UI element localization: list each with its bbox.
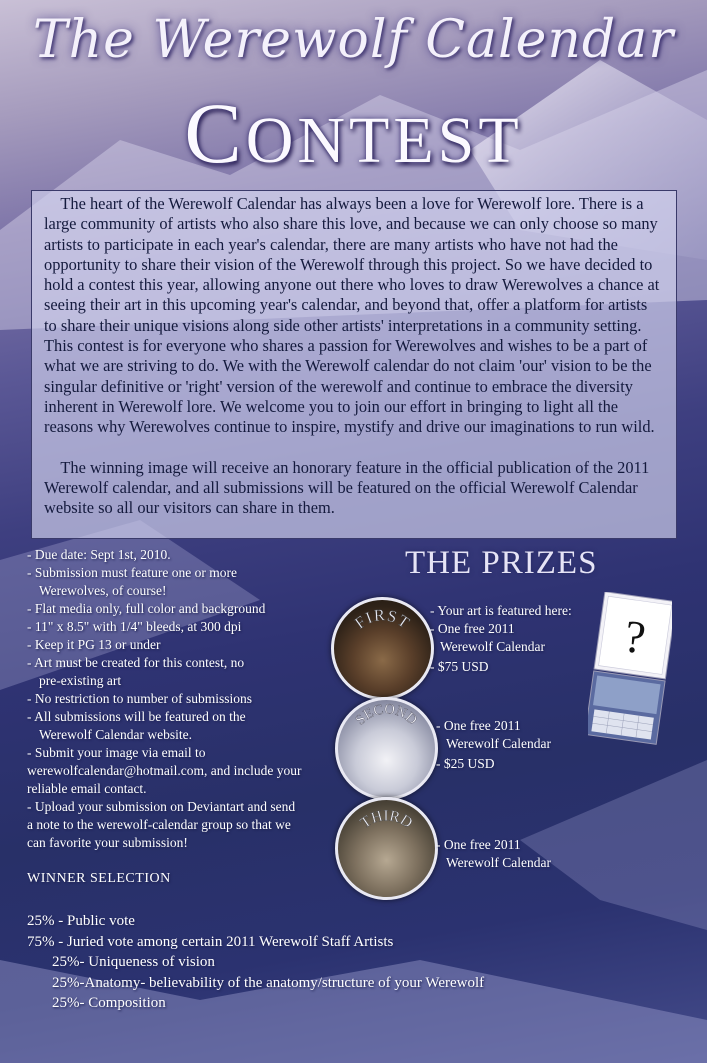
third-medal-label	[338, 800, 435, 897]
first-prize-details	[430, 603, 572, 677]
intro-paragraph-2: The winning image will receive an honorary feature in the official publication of the 2011 Werewolf calendar, and all submissions will be featured on the official Werewolf Calendar website so all our visitors can share in them.	[44, 457, 650, 518]
third-prize-line: - One free 2011	[436, 837, 521, 852]
svg-text:THIRD: THIRD	[357, 807, 416, 832]
rule-item: reliable email contact.	[27, 781, 147, 796]
rule-item: can favorite your submission!	[27, 835, 188, 850]
contest-word: CONTEST	[184, 85, 523, 181]
rule-item: a note to the werewolf-calendar group so that we	[27, 817, 291, 832]
title-script: The Werewolf Calendar	[32, 10, 675, 70]
calendar-preview-image	[588, 592, 672, 752]
rule-item: - Due date: Sept 1st, 2010.	[27, 547, 171, 562]
second-prize-amount: - $25 USD	[436, 756, 495, 771]
first-place-medal	[331, 597, 434, 700]
rule-item: - No restriction to number of submissions	[27, 691, 252, 706]
rule-item: - 11" x 8.5" with 1/4" bleeds, at 300 dpi	[27, 619, 242, 634]
vote-line: 25% - Public vote	[27, 913, 135, 929]
intro-paragraph-1: The heart of the Werewolf Calendar has always been a love for Werewolf lore. There is a large community of artists who also share this love, and because we can only choose so many artists to participate in each year's calendar, there are many artists who have not had the opportunity to share their vision of the Werewolf through this project. So we have decided to hold a contest this year, allowing anyone out there who loves to draw Werewolves a chance at seeing their art in this upcoming year's calendar, and beyond that, offer a platform for artists to share their unique visions along side other artists' interpretations in a community setting. This contest is for everyone who shares a passion for Werewolves and wishes to be a part of what we are striving to do. We with the Werewolf calendar do not claim 'our' vision to be the singular definitive or 'right' version of the werewolf and continue to embrace the diversity inherent in Werewolf lore. We welcome you to join our effort in bringing to light all the reasons why Werewolves continue to inspire, mystify and drive our imaginations to run wild.	[44, 194, 660, 437]
rule-item: - Upload your submission on Deviantart and send	[27, 799, 296, 814]
title-contest	[0, 85, 707, 186]
second-prize-details	[436, 718, 551, 774]
second-prize-line: - One free 2011	[436, 718, 521, 733]
rule-item: - Flat media only, full color and background	[27, 601, 266, 616]
rules-list	[27, 546, 347, 852]
vote-criterion: 25%- Composition	[52, 995, 166, 1011]
vote-line: 75% - Juried vote among certain 2011 Werewolf Staff Artists	[27, 933, 394, 950]
first-prize-line: - One free 2011	[430, 621, 515, 636]
second-place-medal	[335, 697, 438, 800]
third-place-medal	[335, 797, 438, 900]
rule-item: - Submit your image via email to	[27, 745, 206, 760]
vote-breakdown	[27, 911, 687, 1014]
winner-selection-heading: WINNER SELECTION	[27, 871, 171, 886]
rule-item: - All submissions will be featured on the Werewolf Calendar website.	[27, 709, 246, 742]
first-prize-line: - Your art is featured here:	[430, 603, 572, 618]
first-prize-line: Werewolf Calendar	[440, 639, 545, 654]
first-medal-label	[334, 600, 431, 697]
third-prize-line: Werewolf Calendar	[446, 855, 551, 870]
intro-box	[31, 190, 677, 539]
second-prize-line: Werewolf Calendar	[446, 736, 551, 751]
rule-item: - Keep it PG 13 or under	[27, 637, 161, 652]
first-prize-amount: - $75 USD	[430, 659, 489, 674]
svg-text:SECOND: SECOND	[352, 701, 421, 729]
prizes-heading: THE PRIZES	[405, 545, 598, 581]
rule-item: werewolfcalendar@hotmail.com, and include your	[27, 763, 302, 778]
rule-item: - Submission must feature one or more Werewolves, of course!	[27, 565, 237, 598]
svg-text:FIRST: FIRST	[351, 605, 414, 633]
second-medal-label	[338, 700, 435, 797]
third-prize-details	[436, 837, 551, 873]
vote-criterion: 25%-Anatomy- believability of the anatomy/structure of your Werewolf	[52, 974, 485, 991]
vote-criterion: 25%- Uniqueness of vision	[52, 954, 215, 970]
rule-item: - Art must be created for this contest, no pre-existing art	[27, 655, 245, 688]
question-mark-icon: ?	[621, 610, 649, 664]
